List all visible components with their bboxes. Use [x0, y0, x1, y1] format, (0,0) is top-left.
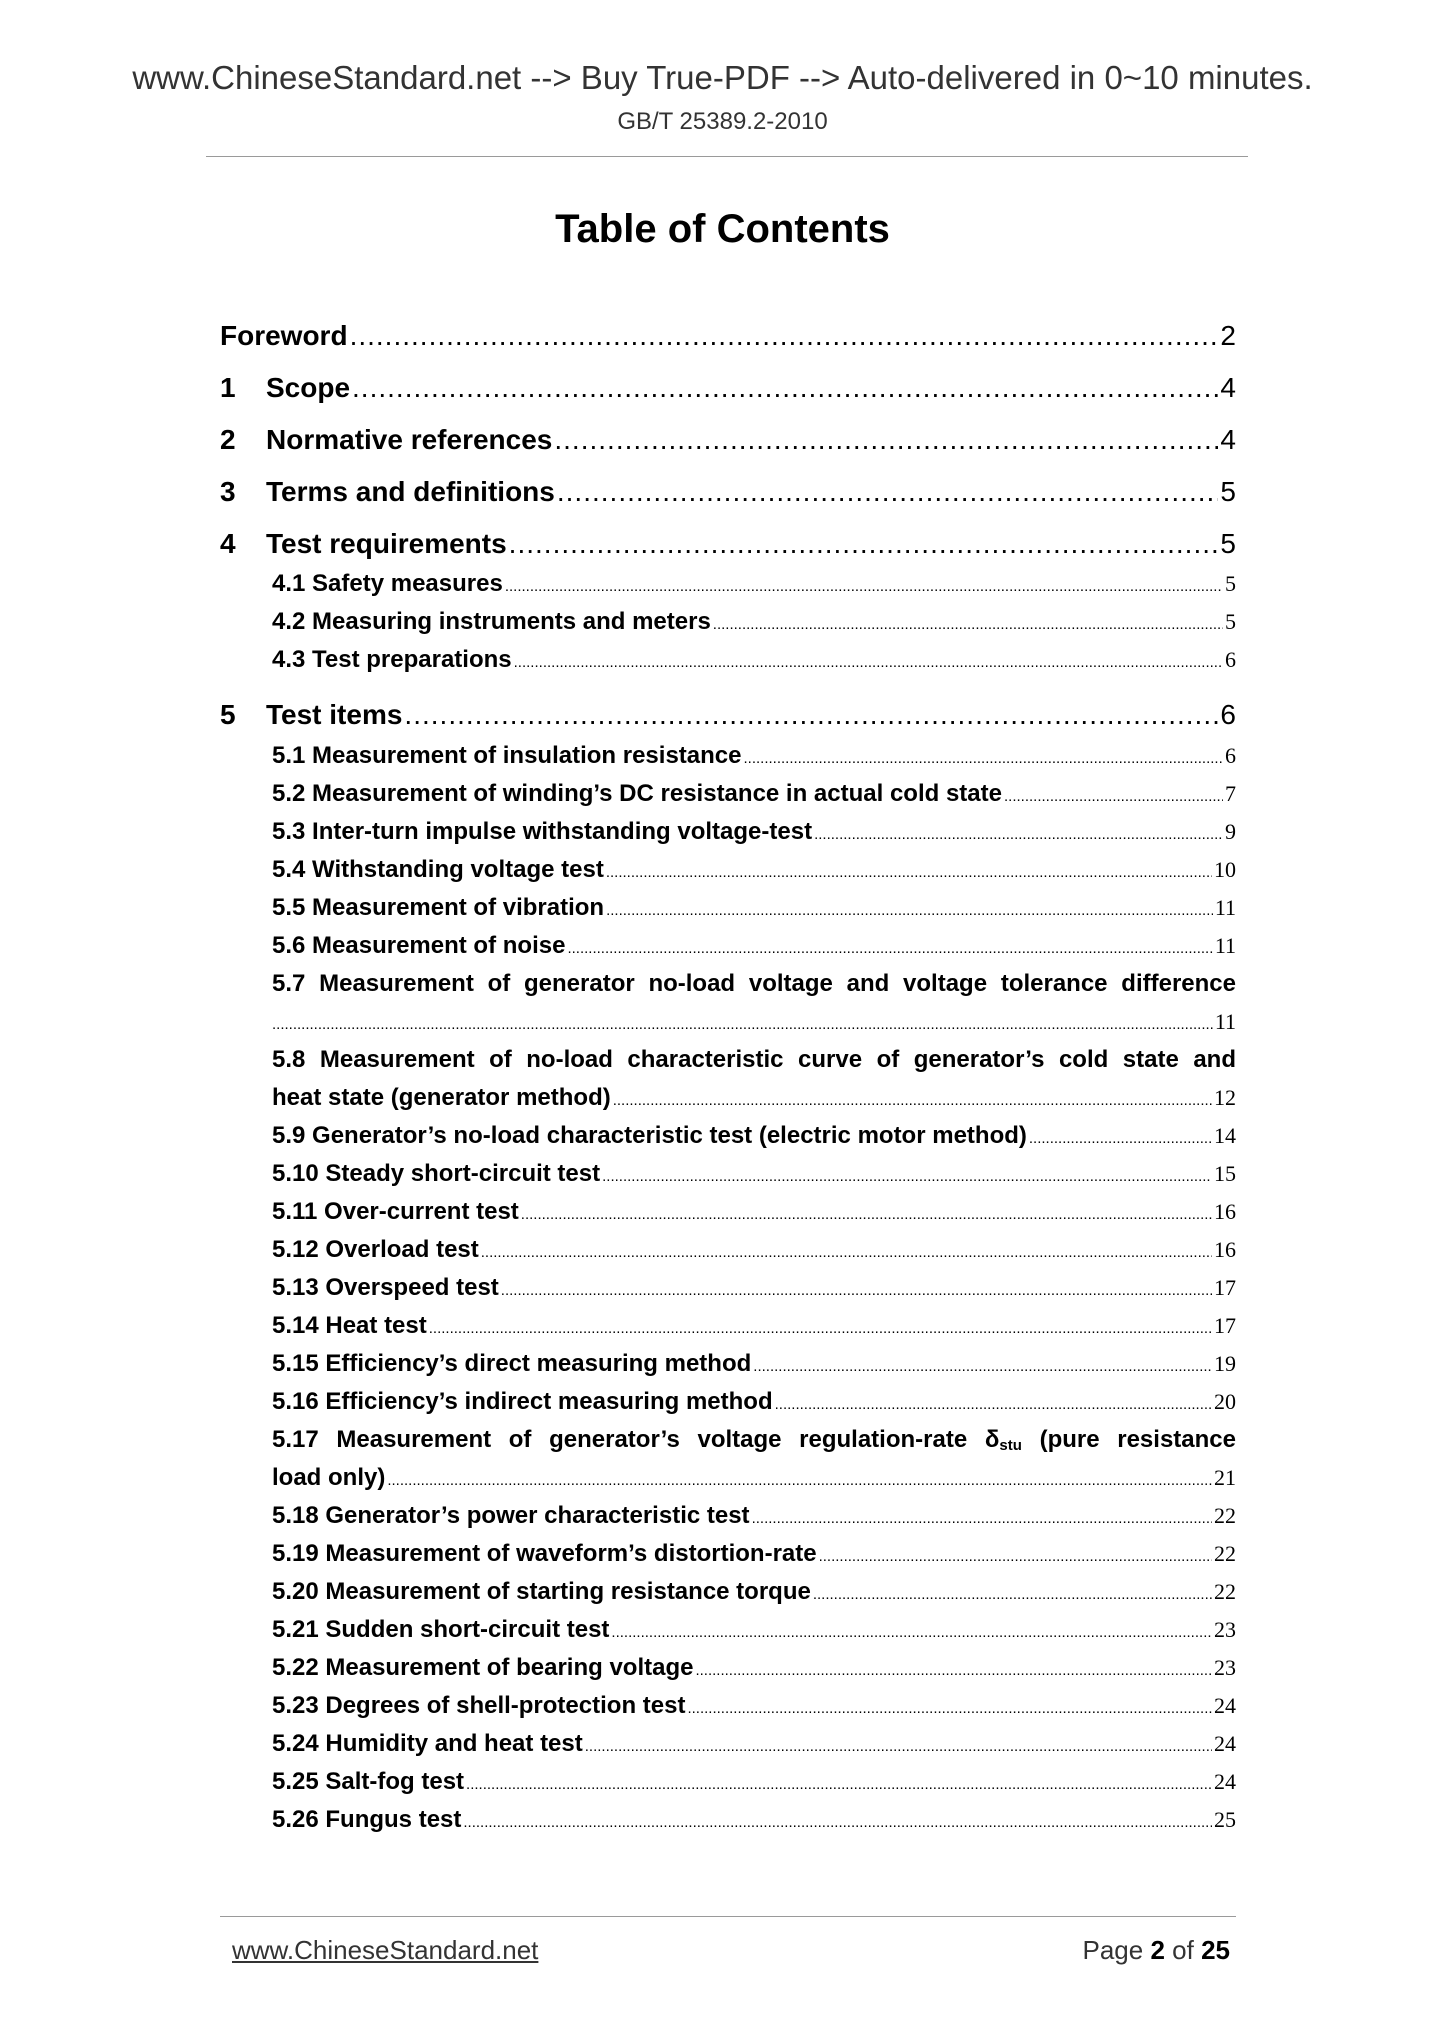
toc-entry-4-2[interactable] [272, 607, 1236, 645]
toc-label: Foreword [220, 320, 348, 351]
toc-entry-5-12[interactable] [272, 1235, 1236, 1273]
toc-label: 5.11 Over-current test [272, 1198, 519, 1225]
top-banner: www.ChineseStandard.net --> Buy True-PDF --> Auto-delivered in 0~10 minutes. [132, 59, 1313, 96]
toc-page: 22 [1214, 1579, 1236, 1604]
toc-page: 6 [1225, 743, 1236, 768]
toc-page: 11 [1214, 933, 1236, 958]
toc-page: 17 [1214, 1275, 1236, 1300]
toc-leader [611, 1618, 1212, 1648]
toc-page: 11 [1214, 1009, 1236, 1034]
toc-leader [554, 422, 1218, 458]
footer-page-number [1082, 1934, 1230, 1966]
toc-label: 4.3 Test preparations [272, 646, 512, 673]
toc-label [220, 474, 555, 510]
toc-entry-5-19[interactable] [272, 1539, 1236, 1577]
toc-label: 5.12 Overload test [272, 1236, 479, 1263]
document-id: GB/T 25389.2-2010 [617, 108, 828, 135]
toc-title: Normative references [266, 424, 553, 455]
toc-label: 5.22 Measurement of bearing voltage [272, 1654, 694, 1681]
toc-label: 5.3 Inter-turn impulse withstanding voltage-test [272, 818, 813, 845]
toc-leader [687, 1694, 1212, 1724]
toc-entry-5-20[interactable] [272, 1577, 1236, 1615]
toc-label-part: (pure resistance [1021, 1426, 1236, 1453]
toc-leader [501, 1276, 1212, 1306]
toc-entry-normative-references[interactable] [220, 422, 1236, 474]
toc-entry-5-13[interactable] [272, 1273, 1236, 1311]
toc-entry-5-1[interactable] [272, 741, 1236, 779]
subscript-stu: stu [999, 1437, 1022, 1454]
toc-number: 2 [220, 424, 236, 455]
toc-leader [613, 1086, 1212, 1116]
toc-leader [404, 697, 1218, 733]
toc-label: 5.19 Measurement of waveform’s distortion-rate [272, 1540, 817, 1567]
toc-page: 5 [1220, 476, 1236, 507]
toc-page: 12 [1214, 1085, 1236, 1110]
toc-number: 1 [220, 372, 236, 403]
toc-entry-5-8-line2[interactable] [272, 1083, 1236, 1121]
toc-entry-5-25[interactable] [272, 1767, 1236, 1805]
toc-leader [509, 526, 1219, 562]
toc-leader [1029, 1124, 1212, 1154]
toc-label: 5.15 Efficiency’s direct measuring method [272, 1350, 752, 1377]
page-title: Table of Contents [555, 207, 890, 251]
toc-label [220, 370, 350, 406]
toc-leader [606, 896, 1213, 926]
toc-page: 20 [1214, 1389, 1236, 1414]
footer-divider [220, 1916, 1236, 1917]
toc-entry-5-8-line1[interactable]: 5.8 Measurement of no-load characteristic curve of generator’s cold state and [272, 1046, 1236, 1073]
toc-label: 5.14 Heat test [272, 1312, 427, 1339]
toc-number: 5 [220, 699, 236, 730]
toc-label: 5.23 Degrees of shell-protection test [272, 1692, 686, 1719]
toc-leader [752, 1504, 1212, 1534]
header-divider [206, 156, 1248, 157]
toc-entry-5-22[interactable] [272, 1653, 1236, 1691]
toc-leader [466, 1770, 1212, 1800]
toc-entry-5-14[interactable] [272, 1311, 1236, 1349]
toc-label: 5.21 Sudden short-circuit test [272, 1616, 610, 1643]
toc-entry-terms-and-definitions[interactable] [220, 474, 1236, 526]
toc-entry-4-3[interactable] [272, 645, 1236, 683]
toc-page: 5 [1225, 571, 1236, 596]
toc-leader [813, 1580, 1212, 1610]
toc-entry-5-24[interactable] [272, 1729, 1236, 1767]
toc-label [220, 697, 402, 733]
of-word: of [1172, 1935, 1194, 1965]
toc-entry-5-23[interactable] [272, 1691, 1236, 1729]
toc-number: 3 [220, 476, 236, 507]
toc-entry-5-7-line1[interactable]: 5.7 Measurement of generator no-load voltage and voltage tolerance difference [272, 970, 1236, 997]
toc-label: 5.4 Withstanding voltage test [272, 856, 604, 883]
toc-page: 24 [1214, 1769, 1236, 1794]
toc-label: 5.13 Overspeed test [272, 1274, 499, 1301]
toc-leader [602, 1162, 1212, 1192]
toc-title: Test requirements [266, 528, 507, 559]
total-pages: 25 [1201, 1935, 1230, 1965]
toc-page: 15 [1214, 1161, 1236, 1186]
toc-page: 10 [1214, 857, 1236, 882]
toc-label [220, 422, 552, 458]
toc-page: 22 [1214, 1503, 1236, 1528]
toc-leader [1004, 782, 1223, 812]
toc-leader [514, 648, 1223, 678]
page-word: Page [1082, 1935, 1144, 1965]
toc-page: 17 [1214, 1313, 1236, 1338]
toc-page: 5 [1220, 528, 1236, 559]
toc-entry-5-17-line1[interactable] [272, 1425, 1236, 1461]
toc-entry-5-15[interactable] [272, 1349, 1236, 1387]
toc-title: Test items [266, 699, 403, 730]
toc-label: 5.26 Fungus test [272, 1806, 462, 1833]
toc-page: 11 [1214, 895, 1236, 920]
toc-page: 16 [1214, 1199, 1236, 1224]
toc-leader [481, 1238, 1212, 1268]
toc-page: 16 [1214, 1237, 1236, 1262]
toc-page: 2 [1220, 320, 1236, 351]
toc-label: heat state (generator method) [272, 1084, 611, 1111]
toc-page: 21 [1214, 1465, 1236, 1490]
toc-entry-5-4[interactable] [272, 855, 1236, 893]
toc-entry-5-5[interactable] [272, 893, 1236, 931]
toc-entry-5-7-line2[interactable] [272, 1007, 1236, 1045]
toc-entry-5-21[interactable] [272, 1615, 1236, 1653]
current-page: 2 [1150, 1935, 1165, 1965]
toc-entry-5-6[interactable] [272, 931, 1236, 969]
toc-leader [429, 1314, 1212, 1344]
toc-label [220, 526, 507, 562]
toc-label: 5.24 Humidity and heat test [272, 1730, 583, 1757]
toc-entry-scope[interactable] [220, 370, 1236, 422]
toc-page: 24 [1214, 1693, 1236, 1718]
toc-entry-5-9[interactable] [272, 1121, 1236, 1159]
toc-number: 4 [220, 528, 236, 559]
toc-page: 6 [1225, 647, 1236, 672]
toc-page: 24 [1214, 1731, 1236, 1756]
toc-label: 5.6 Measurement of noise [272, 932, 566, 959]
toc-leader [695, 1656, 1212, 1686]
toc-leader [505, 572, 1223, 602]
toc-leader [744, 744, 1224, 774]
toc-page: 19 [1214, 1351, 1236, 1376]
toc-entry-5-16[interactable] [272, 1387, 1236, 1425]
toc-leader [775, 1390, 1212, 1420]
toc-leader [521, 1200, 1212, 1230]
toc-leader [814, 820, 1223, 850]
toc-entry-foreword[interactable] [220, 318, 1236, 370]
toc-label: 5.1 Measurement of insulation resistance [272, 742, 742, 769]
toc-leader [387, 1466, 1212, 1496]
toc-entry-5-3[interactable] [272, 817, 1236, 855]
toc-leader [463, 1808, 1212, 1838]
toc-leader [350, 318, 1219, 354]
footer-site-link[interactable]: www.ChineseStandard.net [232, 1935, 539, 1965]
toc-leader [713, 610, 1223, 640]
toc-label: 5.16 Efficiency’s indirect measuring method [272, 1388, 773, 1415]
toc-label: 5.2 Measurement of winding’s DC resistance in actual cold state [272, 780, 1002, 807]
toc-label: 4.2 Measuring instruments and meters [272, 608, 711, 635]
toc-page: 14 [1214, 1123, 1236, 1148]
toc-entry-4-1[interactable] [272, 569, 1236, 607]
toc-entry-5-17-line2[interactable] [272, 1463, 1236, 1501]
toc-label: 5.18 Generator’s power characteristic test [272, 1502, 750, 1529]
toc-page: 22 [1214, 1541, 1236, 1566]
toc-page: 7 [1225, 781, 1236, 806]
toc-leader [606, 858, 1212, 888]
toc-page: 23 [1214, 1655, 1236, 1680]
toc-entry-5-18[interactable] [272, 1501, 1236, 1539]
toc-label-part: 5.17 Measurement of generator’s voltage regulation-rate δ [272, 1426, 1000, 1453]
toc-leader [567, 934, 1212, 964]
toc-label: load only) [272, 1464, 386, 1491]
toc-leader [819, 1542, 1212, 1572]
toc-title: Terms and definitions [266, 476, 555, 507]
toc-label: 5.20 Measurement of starting resistance torque [272, 1578, 811, 1605]
toc-entry-5-26[interactable] [272, 1805, 1236, 1843]
toc-label: 5.9 Generator’s no-load characteristic test (electric motor method) [272, 1122, 1027, 1149]
toc-leader [352, 370, 1218, 406]
toc-leader [272, 1010, 1213, 1040]
toc-title: Scope [266, 372, 351, 403]
toc-page: 5 [1225, 609, 1236, 634]
toc-label: 5.10 Steady short-circuit test [272, 1160, 601, 1187]
toc-label: 5.5 Measurement of vibration [272, 894, 605, 921]
toc-leader [585, 1732, 1212, 1762]
toc-page: 25 [1214, 1807, 1236, 1832]
toc-entry-5-10[interactable] [272, 1159, 1236, 1197]
toc-leader [753, 1352, 1212, 1382]
toc-page: 23 [1214, 1617, 1236, 1642]
toc-leader [557, 474, 1219, 510]
toc-page: 9 [1225, 819, 1236, 844]
toc-label: 4.1 Safety measures [272, 570, 503, 597]
toc-entry-5-2[interactable] [272, 779, 1236, 817]
toc-page: 4 [1220, 372, 1236, 403]
toc-entry-5-11[interactable] [272, 1197, 1236, 1235]
toc-label: 5.25 Salt-fog test [272, 1768, 465, 1795]
toc-page: 6 [1220, 699, 1236, 730]
toc-page: 4 [1220, 424, 1236, 455]
